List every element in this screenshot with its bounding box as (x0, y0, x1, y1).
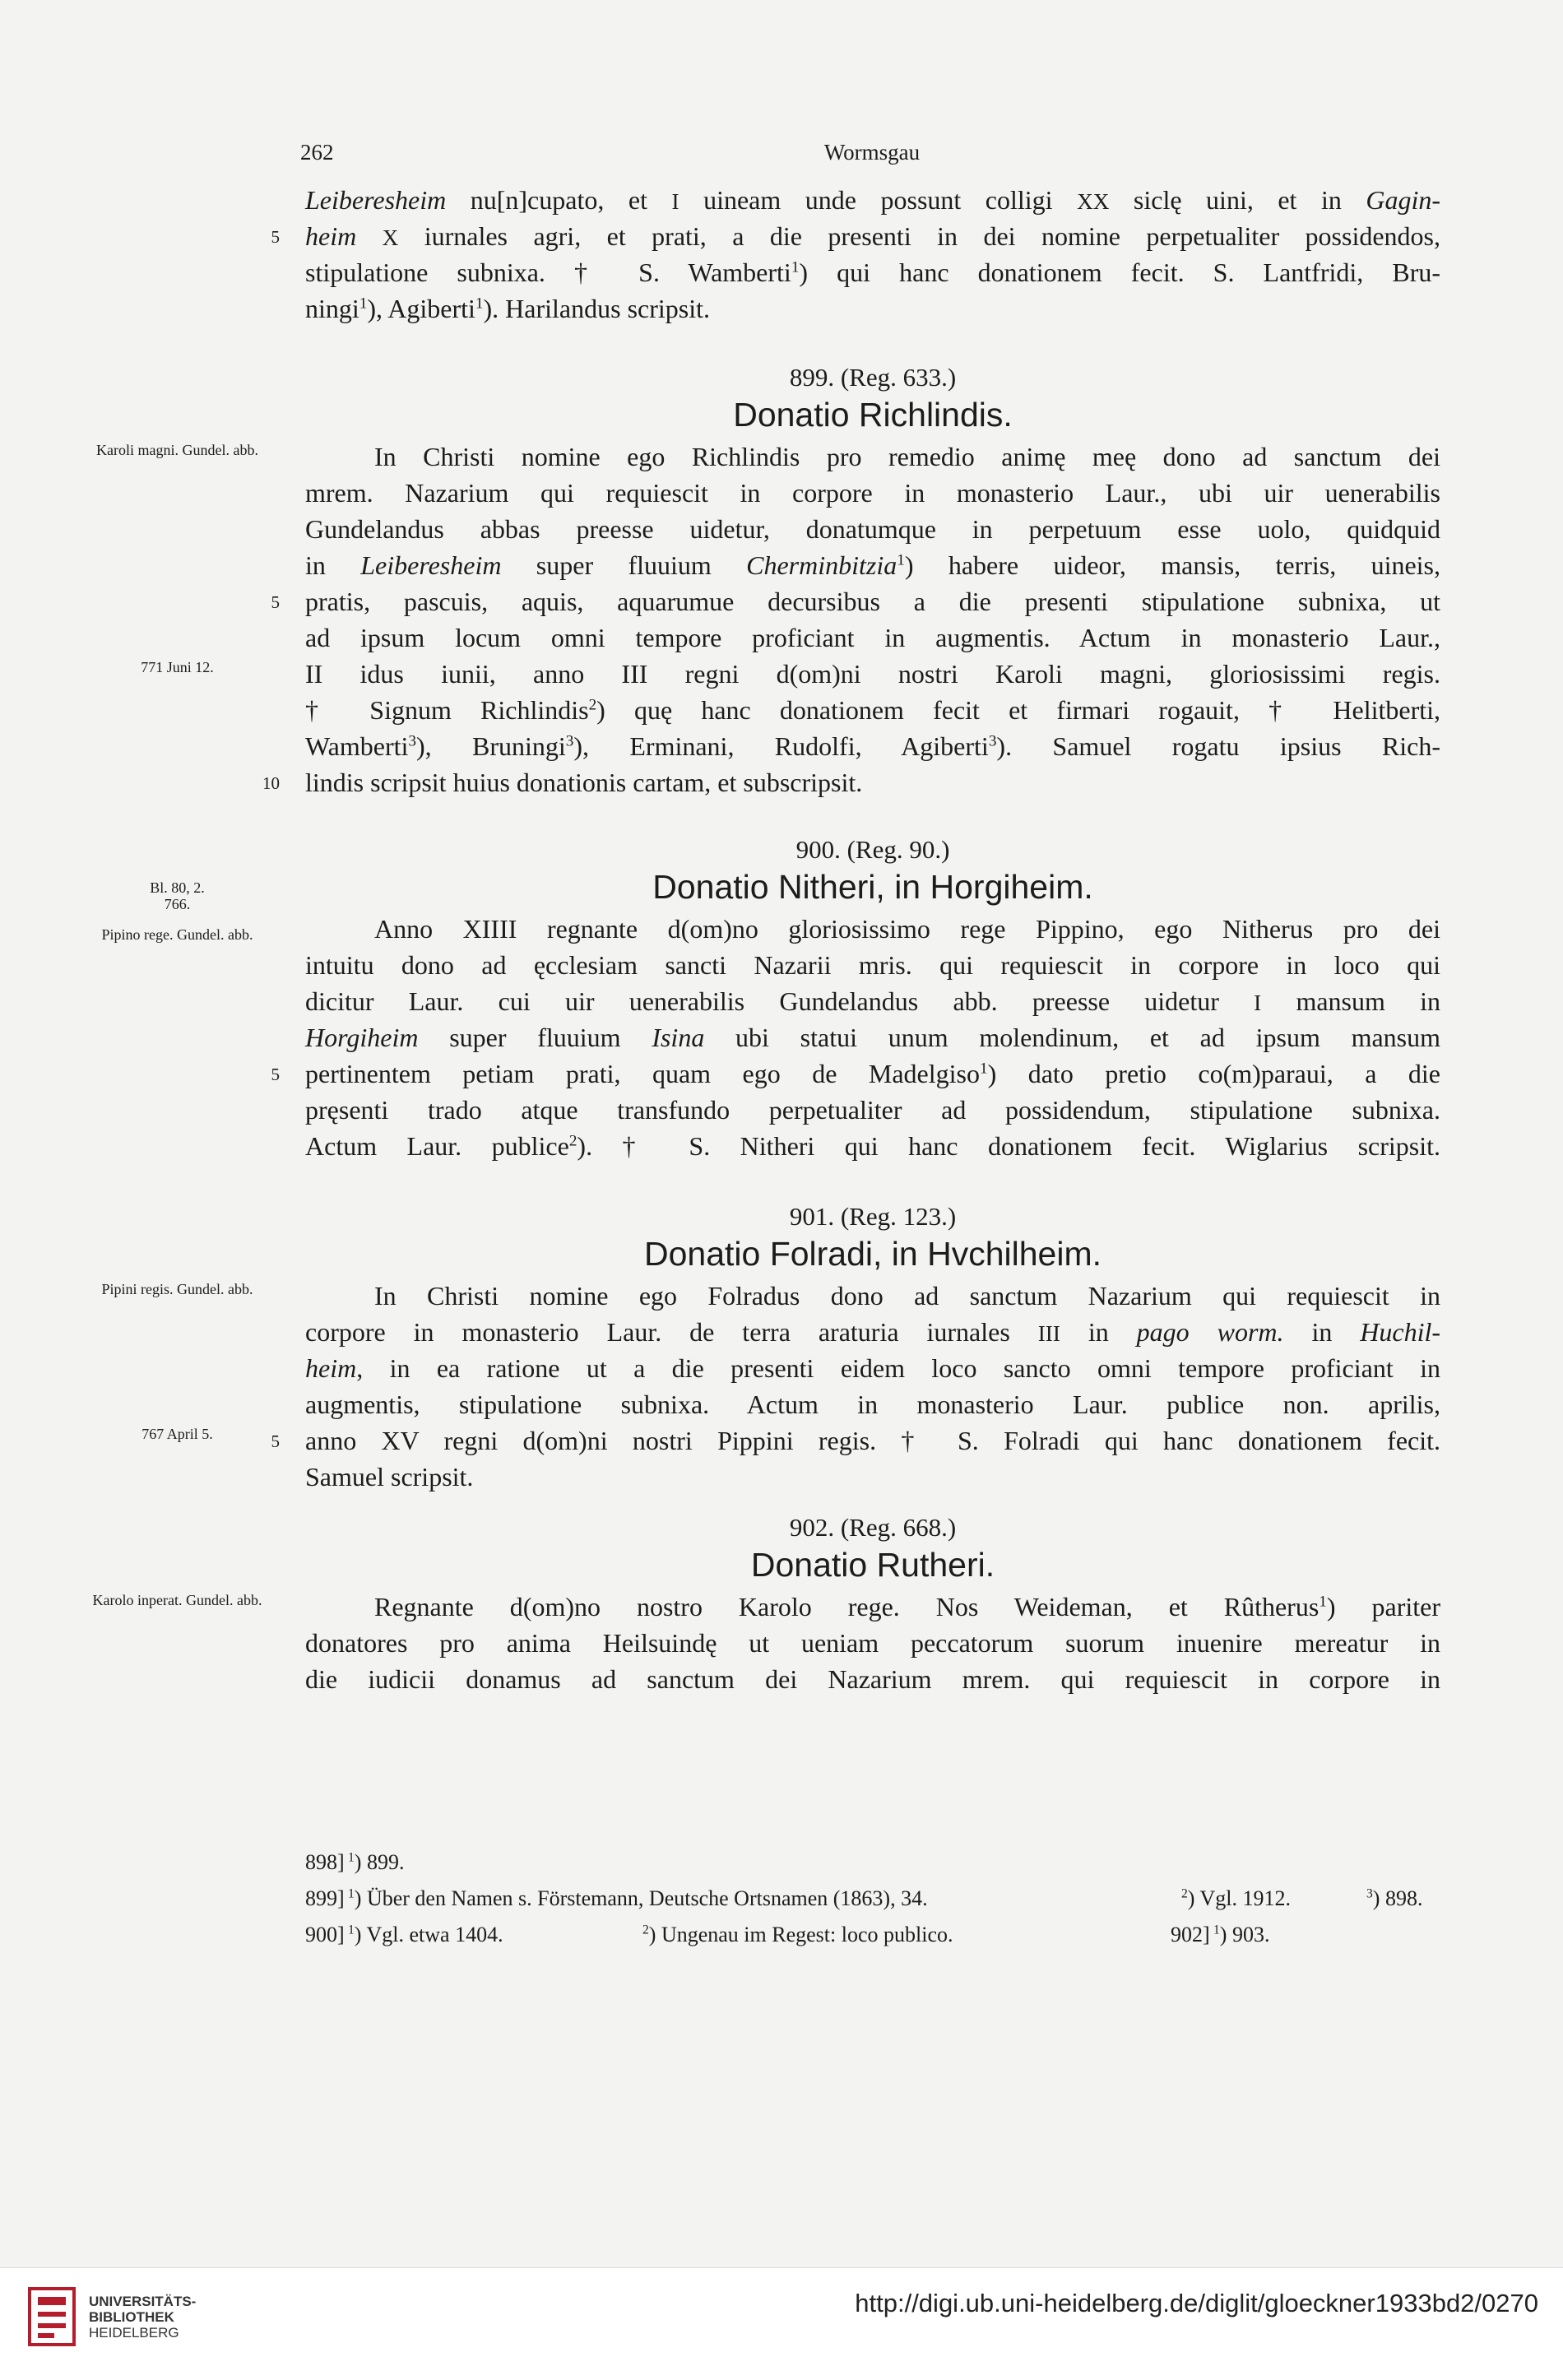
text-line: pertinentem petiam prati, quam ego de Madelgiso$^1$) dato pretio co(m)paraui, a die (305, 1059, 1441, 1088)
text-line: II idus iunii, anno III regni d(om)ni nostri Karoli magni, gloriosissimi regis. (305, 659, 1440, 689)
margin-note: Karolo inperat. Gundel. abb. (92, 1592, 262, 1608)
footnote-segment: $^3$) 898. (1366, 1886, 1423, 1910)
library-name: UNIVERSITÄTS- BIBLIOTHEK HEIDELBERG (89, 2294, 197, 2341)
footnote-segment: $^1$) Über den Namen s. Förstemann, Deutsche Ortsnamen (1863), 34. (348, 1886, 928, 1910)
charter-number: 900. (Reg. 90.) (795, 835, 950, 864)
charter-number: 901. (Reg. 123.) (789, 1202, 957, 1231)
line-number: 5 (271, 1431, 280, 1451)
permalink-url[interactable]: http://digi.ub.uni-heidelberg.de/diglit/gloeckner1933bd2/0270 (855, 2289, 1538, 2317)
running-head (300, 140, 1444, 173)
text-line: mrem. Nazarium qui requiescit in corpore in monasterio Laur., ubi uir uenerabilis (305, 478, 1440, 508)
margin-note: Bl. 80, 2. (150, 879, 205, 896)
text-line: pratis, pascuis, aquis, aquarumue decursibus a die presenti stipulatione subnixa, ut (305, 587, 1440, 616)
text-line: augmentis, stipulatione subnixa. Actum in monasterio Laur. publice non. aprilis, (305, 1389, 1440, 1419)
footnote-segment: 899] (305, 1886, 345, 1910)
margin-note: 771 Juni 12. (141, 659, 214, 675)
text-line: In Christi nomine ego Folradus dono ad sanctum Nazarium qui requiescit in (374, 1281, 1440, 1311)
text-line: Samuel scripsit. (305, 1462, 474, 1492)
margin-note: 766. (164, 896, 191, 912)
charter-title: Donatio Richlindis. (733, 396, 1013, 434)
charter-title: Donatio Folradi, in Hvchilheim. (643, 1235, 1102, 1273)
text-line: donatores pro anima Heilsuindę ut ueniam peccatorum suorum inuenire mereatur in (305, 1628, 1440, 1658)
margin-note: 767 April 5. (141, 1426, 213, 1442)
line-number: 5 (271, 1065, 280, 1084)
footnote-line (305, 1846, 1440, 1879)
text-line: pręsenti trado atque transfundo perpetualiter ad possidendum, stipulatione subnixa. (305, 1095, 1440, 1125)
margin-note: Pipino rege. Gundel. abb. (101, 926, 253, 944)
text-line: † Signum Richlindis$^2$) quę hanc donationem fecit et firmari rogauit, † Helitberti, (305, 695, 1441, 725)
text-line: Regnante d(om)no nostro Karolo rege. Nos Weideman, et Rûtherus$^1$) pariter (374, 1592, 1441, 1621)
line-number: 5 (271, 227, 280, 247)
library-logo-icon (28, 2287, 76, 2346)
text-line: Actum Laur. publice$^2$). † S. Nitheri qui hanc donationem fecit. Wiglarius scripsit. (305, 1131, 1441, 1161)
text-line: stipulatione subnixa. † S. Wamberti$^1$) qui hanc donationem fecit. S. Lantfridi, Bru- (305, 257, 1441, 287)
footnote-segment: $^1$) Vgl. etwa 1404. (348, 1923, 503, 1946)
footnote-segment: $^2$) Vgl. 1912. (1181, 1886, 1291, 1910)
text-line: In Christi nomine ego Richlindis pro remedio animę meę dono ad sanctum dei (374, 442, 1440, 471)
footnote-segment: $^1$) 899. (348, 1850, 405, 1874)
text-line: corpore in monasterio Laur. de terra araturia iurnales III in pago worm. in Huchil- (305, 1317, 1441, 1347)
footnote-segment: 900] (305, 1923, 345, 1946)
footnote-line (305, 1882, 1440, 1915)
footnote-segment: $^2$) Ungenau im Regest: loco publico. (642, 1923, 953, 1946)
text-line: heim X iurnales agri, et prati, a die presenti in dei nomine perpetualiter possidendos, (305, 221, 1441, 251)
charter-number: 902. (Reg. 668.) (789, 1513, 957, 1542)
text-line: Horgiheim super fluuium Isina ubi statui unum molendinum, et ad ipsum mansum (305, 1023, 1441, 1052)
footnote-segment: 898] (305, 1850, 345, 1874)
text-line: Leiberesheim nu[n]cupato, et I uineam unde possunt colligi XX siclę uini, et in Gagin- (305, 185, 1441, 215)
line-number: 10 (262, 773, 280, 793)
text-line: anno XV regni d(om)ni nostri Pippini regis. † S. Folradi qui hanc donationem fecit. (305, 1426, 1440, 1455)
text-line: die iudicii donamus ad sanctum dei Nazarium mrem. qui requiescit in corpore in (305, 1664, 1440, 1694)
text-line: Wamberti$^3$), Bruningi$^3$), Erminani, Rudolfi, Agiberti$^3$). Samuel rogatu ipsius Rich- (305, 731, 1441, 761)
page-number: 262 (300, 140, 334, 165)
text-line: Anno XIIII regnante d(om)no gloriosissimo rege Pippino, ego Nitherus pro dei (374, 914, 1440, 944)
line-number: 5 (271, 592, 280, 612)
margin-note: Karoli magni. Gundel. abb. (96, 442, 258, 458)
text-line: dicitur Laur. cui uir uenerabilis Gundelandus abb. preesse uidetur I mansum in (305, 986, 1441, 1016)
charter-number: 899. (Reg. 633.) (789, 363, 957, 392)
digitization-footer (0, 2267, 1563, 2380)
running-title: Wormsgau (823, 140, 921, 165)
text-line: Gundelandus abbas preesse uidetur, donatumque in perpetuum esse uolo, quidquid (305, 514, 1440, 544)
text-line: ningi$^1$), Agiberti$^1$). Harilandus scripsit. (305, 294, 710, 323)
text-line: ad ipsum locum omni tempore proficiant in augmentis. Actum in monasterio Laur., (305, 623, 1440, 652)
margin-note: Pipini regis. Gundel. abb. (101, 1281, 253, 1297)
text-line: intuitu dono ad ęcclesiam sancti Nazarii mris. qui requiescit in corpore in loco qui (305, 950, 1440, 980)
text-line: in Leiberesheim super fluuium Cherminbitzia$^1$) habere uideor, mansis, terris, uineis, (305, 550, 1441, 580)
charter-title: Donatio Rutheri. (750, 1546, 995, 1584)
text-line: heim, in ea ratione ut a die presenti eidem loco sancto omni tempore proficiant in (305, 1353, 1440, 1383)
charter-title: Donatio Nitheri, in Horgiheim. (652, 868, 1093, 906)
footnote-line (305, 1918, 1440, 1951)
text-line: lindis scripsit huius donationis cartam, et subscripsit. (305, 768, 863, 797)
footnote-segment: 902] (1171, 1923, 1210, 1946)
footnote-segment: $^1$) 903. (1213, 1923, 1270, 1946)
